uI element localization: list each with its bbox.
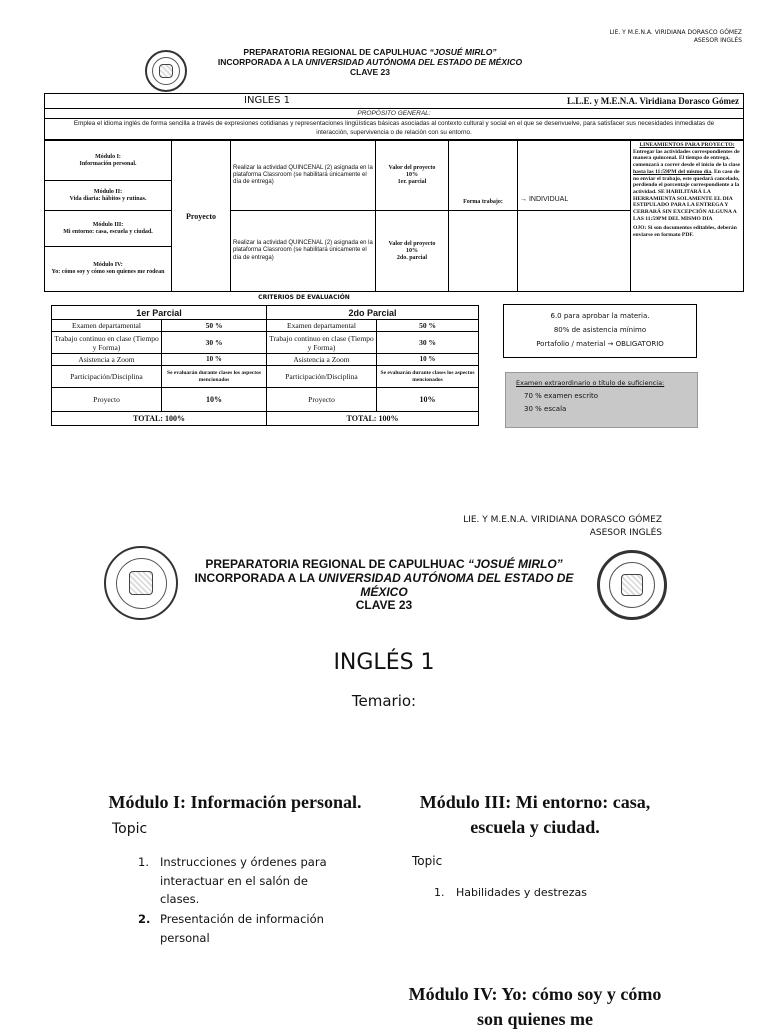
- module-1-section: [100, 790, 380, 947]
- course-title: INGLES 1: [244, 95, 290, 106]
- course-table: [44, 93, 744, 140]
- header-line2: INCORPORADA A LA: [194, 570, 319, 585]
- work-form-value: → INDIVIDUAL: [518, 141, 631, 211]
- page-1: [0, 0, 768, 470]
- module-cell-1: Módulo I: Información personal.: [45, 141, 172, 181]
- module-3-topic-list: [400, 886, 690, 899]
- p1-total: TOTAL: 100%: [52, 412, 267, 426]
- approval-attendance: 80% de asistencia mínimo: [553, 326, 647, 334]
- approval-portfolio: Portafolio / material → OBLIGATORIO: [536, 340, 664, 348]
- extraordinary-title: Examen extraordinario o título de suficiencia:: [516, 379, 665, 387]
- module-1-title: Módulo I: Información personal.: [108, 792, 362, 812]
- activity-2: Realizar la actividad QUINCENAL (2) asignada en la plataforma Classroom (se habilitará únicamente el día de entrega): [231, 211, 376, 292]
- p1-row-value: 50 %: [162, 320, 267, 332]
- module-cell-3: Módulo III: Mi entorno: casa, escuela y ciudad.: [45, 211, 172, 247]
- header-line2: INCORPORADA A LA: [217, 56, 306, 67]
- signature-name: LIE. Y M.E.N.A. VIRIDIANA DORASCO GÓMEZ: [463, 515, 662, 525]
- p2-row-label: Participación/Disciplina: [267, 366, 377, 388]
- list-item: 1. Instrucciones y órdenes para interactuar en el salón de clases.: [138, 855, 327, 906]
- course-title: INGLÉS 1: [333, 650, 435, 675]
- p2-row-label: Proyecto: [267, 388, 377, 412]
- module-1-topic-list: [100, 853, 380, 947]
- syllabus-subtitle: Temario:: [351, 692, 417, 710]
- empty-cell: [449, 211, 518, 292]
- criteria-title: CRITERIOS DE EVALUACIÓN: [258, 294, 350, 301]
- university-seal-icon: [597, 550, 667, 620]
- approval-box: [503, 304, 697, 358]
- project-value-2: Valor del proyecto 10% 2do. parcial: [376, 211, 449, 292]
- module-cell-2: Módulo II: Vida diaria: hábitos y rutinas.: [45, 181, 172, 211]
- p1-row-value: Se evaluarán durante clases los aspectos mencionados: [162, 366, 267, 388]
- course-teacher: L.L.E. y M.E.N.A. Viridiana Dorasco Gómez: [567, 96, 739, 106]
- p2-row-label: Asistencia a Zoom: [267, 354, 377, 366]
- empty-cell: [518, 211, 631, 292]
- p2-row-value: 10 %: [377, 354, 479, 366]
- module-1-topic: Topic: [112, 821, 148, 838]
- header-university: UNIVERSIDAD AUTÓNOMA DEL ESTADO DE MÉXICO: [318, 570, 574, 599]
- p1-row-label: Participación/Disciplina: [52, 366, 162, 388]
- p2-row-label: Trabajo continuo en clase (Tiempo y Forma): [267, 332, 377, 354]
- partial1-header: 1er Parcial: [52, 306, 267, 320]
- signature: [463, 514, 662, 539]
- project-value-1: Valor del proyecto 10% 1er. parcial: [376, 141, 449, 211]
- module-cell-4: Módulo IV: Yo: cómo soy y cómo son quienes me rodean: [45, 247, 172, 292]
- p1-row-value: 10%: [162, 388, 267, 412]
- header-clave: CLAVE 23: [355, 598, 413, 613]
- signature-name: LIE. Y M.E.N.A. VIRIDIANA DORASCO GÓMEZ: [609, 29, 742, 36]
- header-clave: CLAVE 23: [350, 66, 390, 77]
- purpose-label: PROPÓSITO GENERAL:: [45, 109, 743, 119]
- grading-table: [51, 305, 479, 426]
- school-header: [174, 558, 594, 613]
- page-2: [0, 470, 768, 1030]
- project-label: Proyecto: [172, 141, 231, 292]
- header-line1: PREPARATORIA REGIONAL DE CAPULHUAC: [205, 557, 468, 571]
- module-3-section: [400, 790, 690, 899]
- header-university: UNIVERSIDAD AUTÓNOMA DEL ESTADO DE MÉXICO: [305, 56, 523, 67]
- list-item: 2. Presentación de información personal: [138, 912, 324, 945]
- signature-role: ASESOR INGLÉS: [693, 36, 742, 44]
- p2-row-value: 30 %: [377, 332, 479, 354]
- school-seal-icon: [145, 50, 187, 92]
- signature-role: ASESOR INGLÉS: [589, 527, 662, 538]
- module-3-title: Módulo III: Mi entorno: casa, escuela y ciudad.: [419, 792, 651, 838]
- p2-row-value: Se evaluarán durante clases los aspectos mencionados: [377, 366, 479, 388]
- p2-total: TOTAL: 100%: [267, 412, 479, 426]
- p1-row-label: Trabajo continuo en clase (Tiempo y Forma): [52, 332, 162, 354]
- list-item: Habilidades y destrezas: [456, 886, 587, 900]
- header-school-name: “JOSUÉ MIRLO”: [468, 557, 563, 571]
- extraordinary-exam: 70 % examen escrito: [524, 392, 599, 400]
- extraordinary-scale: 30 % escala: [524, 405, 567, 413]
- project-guidelines: LINEAMIENTOS PARA PROYECTO: Entregar las actividades correspondientes de manera quincenal. El tiempo de entrega, comenzará a correr desde el inicio de la clase hasta las 11:59PM del mismo día. En caso de no enviar el trabajo, este quedará cancelado, perdiendo el porcentaje correspondiente a la actividad. SE HABILITARÁ LA HERRAMIENTA SOLAMENTE EL DIA ESTIPULADO PARA LA ENTREGA Y CERRARÁ SIN EXCEPCIÓN ALGUNA A LAS 11:59PM DEL MISMO DIA OJO: Si son documentos editables, deberán enviarse en formato PDF.: [631, 141, 744, 292]
- school-header: [190, 48, 550, 77]
- p2-row-label: Examen departamental: [267, 320, 377, 332]
- header-line1: PREPARATORIA REGIONAL DE CAPULHUAC: [243, 47, 430, 57]
- p1-row-label: Examen departamental: [52, 320, 162, 332]
- p1-row-label: Proyecto: [52, 388, 162, 412]
- partial2-header: 2do Parcial: [267, 306, 479, 320]
- extraordinary-box: [505, 372, 698, 428]
- p1-row-value: 30 %: [162, 332, 267, 354]
- modules-table: [44, 140, 744, 292]
- module-3-topic: Topic: [412, 854, 443, 869]
- module-4-title: Módulo IV: Yo: cómo soy y cómo son quienes me: [408, 984, 662, 1030]
- list-item-number: 1.: [434, 886, 445, 900]
- p2-row-value: 10%: [377, 388, 479, 412]
- work-form-label: Forma trabajo:: [449, 141, 518, 211]
- approval-min-grade: 6.0 para aprobar la materia.: [550, 312, 650, 320]
- activity-1: Realizar la actividad QUINCENAL (2) asignada en la plataforma Classroom (se habilitará únicamente el día de entrega): [231, 141, 376, 211]
- school-seal-icon: [104, 546, 178, 620]
- p1-row-label: Asistencia a Zoom: [52, 354, 162, 366]
- signature: [609, 29, 742, 45]
- purpose-text: Emplea el idioma inglés de forma sencilla a través de expresiones cotidianas y representaciones lingüísticas básicas asociadas al contexto cultural y social en el que se desenvuelve, para satisfacer sus necesidades inmediatas de interacción, supervivencia o de relación con su entorno.: [73, 120, 715, 136]
- header-school-name: “JOSUÉ MIRLO”: [429, 47, 497, 57]
- p2-row-value: 50 %: [377, 320, 479, 332]
- p1-row-value: 10 %: [162, 354, 267, 366]
